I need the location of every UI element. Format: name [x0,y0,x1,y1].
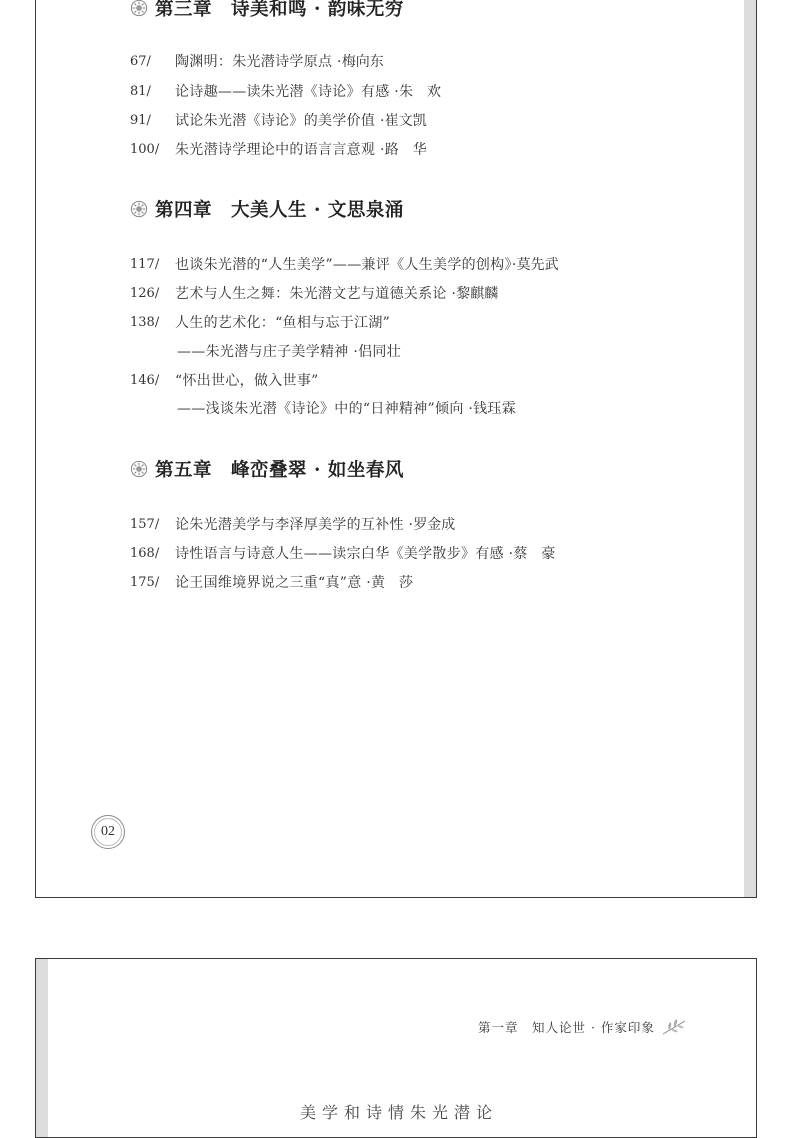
chapter-title: 第四章 大美人生 · 文思泉涌 [155,200,404,221]
entry-title: 艺术与人生之舞：朱光潜文艺与道德关系论 · [175,286,457,302]
entry-page-number: 138/ [130,314,160,330]
entry-title: 朱光潜诗学理论中的语言言意观 · [175,142,385,158]
toc-entry-subtitle[interactable] [177,398,516,418]
page-spine-shadow [744,0,756,897]
toc-entry-subtitle[interactable] [177,341,401,361]
page-spine-shadow [36,959,48,1137]
toc-entry[interactable] [130,139,427,159]
article-title-partial: 美学和诗情朱光潜论 [300,1103,499,1122]
entry-author: 黄 莎 [371,575,414,591]
entry-title: 试论朱光潜《诗论》的美学价值 · [175,113,385,129]
page-number: 02 [101,824,115,839]
flower-emblem-icon [130,0,148,17]
toc-entry[interactable] [130,110,427,130]
entry-author: 崔文凯 [384,113,427,129]
entry-author: 梅向东 [341,54,384,70]
entry-author: 黎麒麟 [456,286,499,302]
entry-page-number: 157/ [130,516,160,532]
chapter-heading-5 [130,457,404,481]
entry-title: 论王国维境界说之三重“真”意 · [175,575,372,591]
entry-page-number: 67/ [130,53,151,69]
entry-subtitle: ——朱光潜与庄子美学精神 · [177,344,359,360]
entry-author: 罗金成 [413,517,456,533]
entry-author: 钱珏霖 [473,401,517,417]
toc-entry[interactable] [130,312,390,332]
toc-entry[interactable] [130,572,413,592]
toc-page [35,0,757,898]
entry-author: 路 华 [384,142,427,158]
chapter-title: 第五章 峰峦叠翠 · 如坐春风 [155,460,404,481]
entry-page-number: 168/ [130,545,160,561]
toc-entry[interactable] [130,370,319,390]
flower-emblem-icon [130,460,148,478]
toc-entry[interactable] [130,51,384,71]
entry-title: 也谈朱光潜的“人生美学”——兼评《人生美学的创构》· [175,257,517,273]
toc-entry[interactable] [130,81,441,101]
entry-page-number: 81/ [130,83,151,99]
running-head-text: 第一章 知人论世 · 作家印象 [478,1020,655,1035]
page-number-badge [91,815,125,849]
entry-page-number: 100/ [130,141,160,157]
entry-page-number: 91/ [130,112,151,128]
running-head [478,1018,687,1036]
entry-title: 诗性语言与诗意人生——读宗白华《美学散步》有感 · [175,546,514,562]
entry-page-number: 117/ [130,256,160,272]
entry-author: 蔡 豪 [513,546,556,562]
toc-entry[interactable] [130,543,555,563]
toc-entry[interactable] [130,254,559,274]
chapter-heading-3 [130,0,404,20]
flower-emblem-icon [130,200,148,218]
entry-page-number: 175/ [130,574,160,590]
entry-author: 侣同壮 [358,344,402,360]
entry-title: 论诗趣——读朱光潜《诗论》有感 · [175,84,399,100]
entry-author: 莫先武 [516,257,559,273]
entry-title: “怀出世心，做入世事” [175,373,319,389]
leaf-branch-icon [661,1018,687,1036]
entry-title: 陶渊明：朱光潜诗学原点 · [175,54,342,70]
chapter-title: 第三章 诗美和鸣 · 韵味无穷 [155,0,404,20]
toc-entry[interactable] [130,514,455,534]
entry-title: 论朱光潜美学与李泽厚美学的互补性 · [175,517,414,533]
chapter-heading-4 [130,197,404,221]
entry-author: 朱 欢 [399,84,441,100]
entry-page-number: 126/ [130,285,160,301]
entry-page-number: 146/ [130,372,160,388]
toc-entry[interactable] [130,283,498,303]
entry-title: 人生的艺术化：“鱼相与忘于江湖” [175,315,391,331]
entry-subtitle: ——浅谈朱光潜《诗论》中的“日神精神”倾向 · [177,401,474,417]
